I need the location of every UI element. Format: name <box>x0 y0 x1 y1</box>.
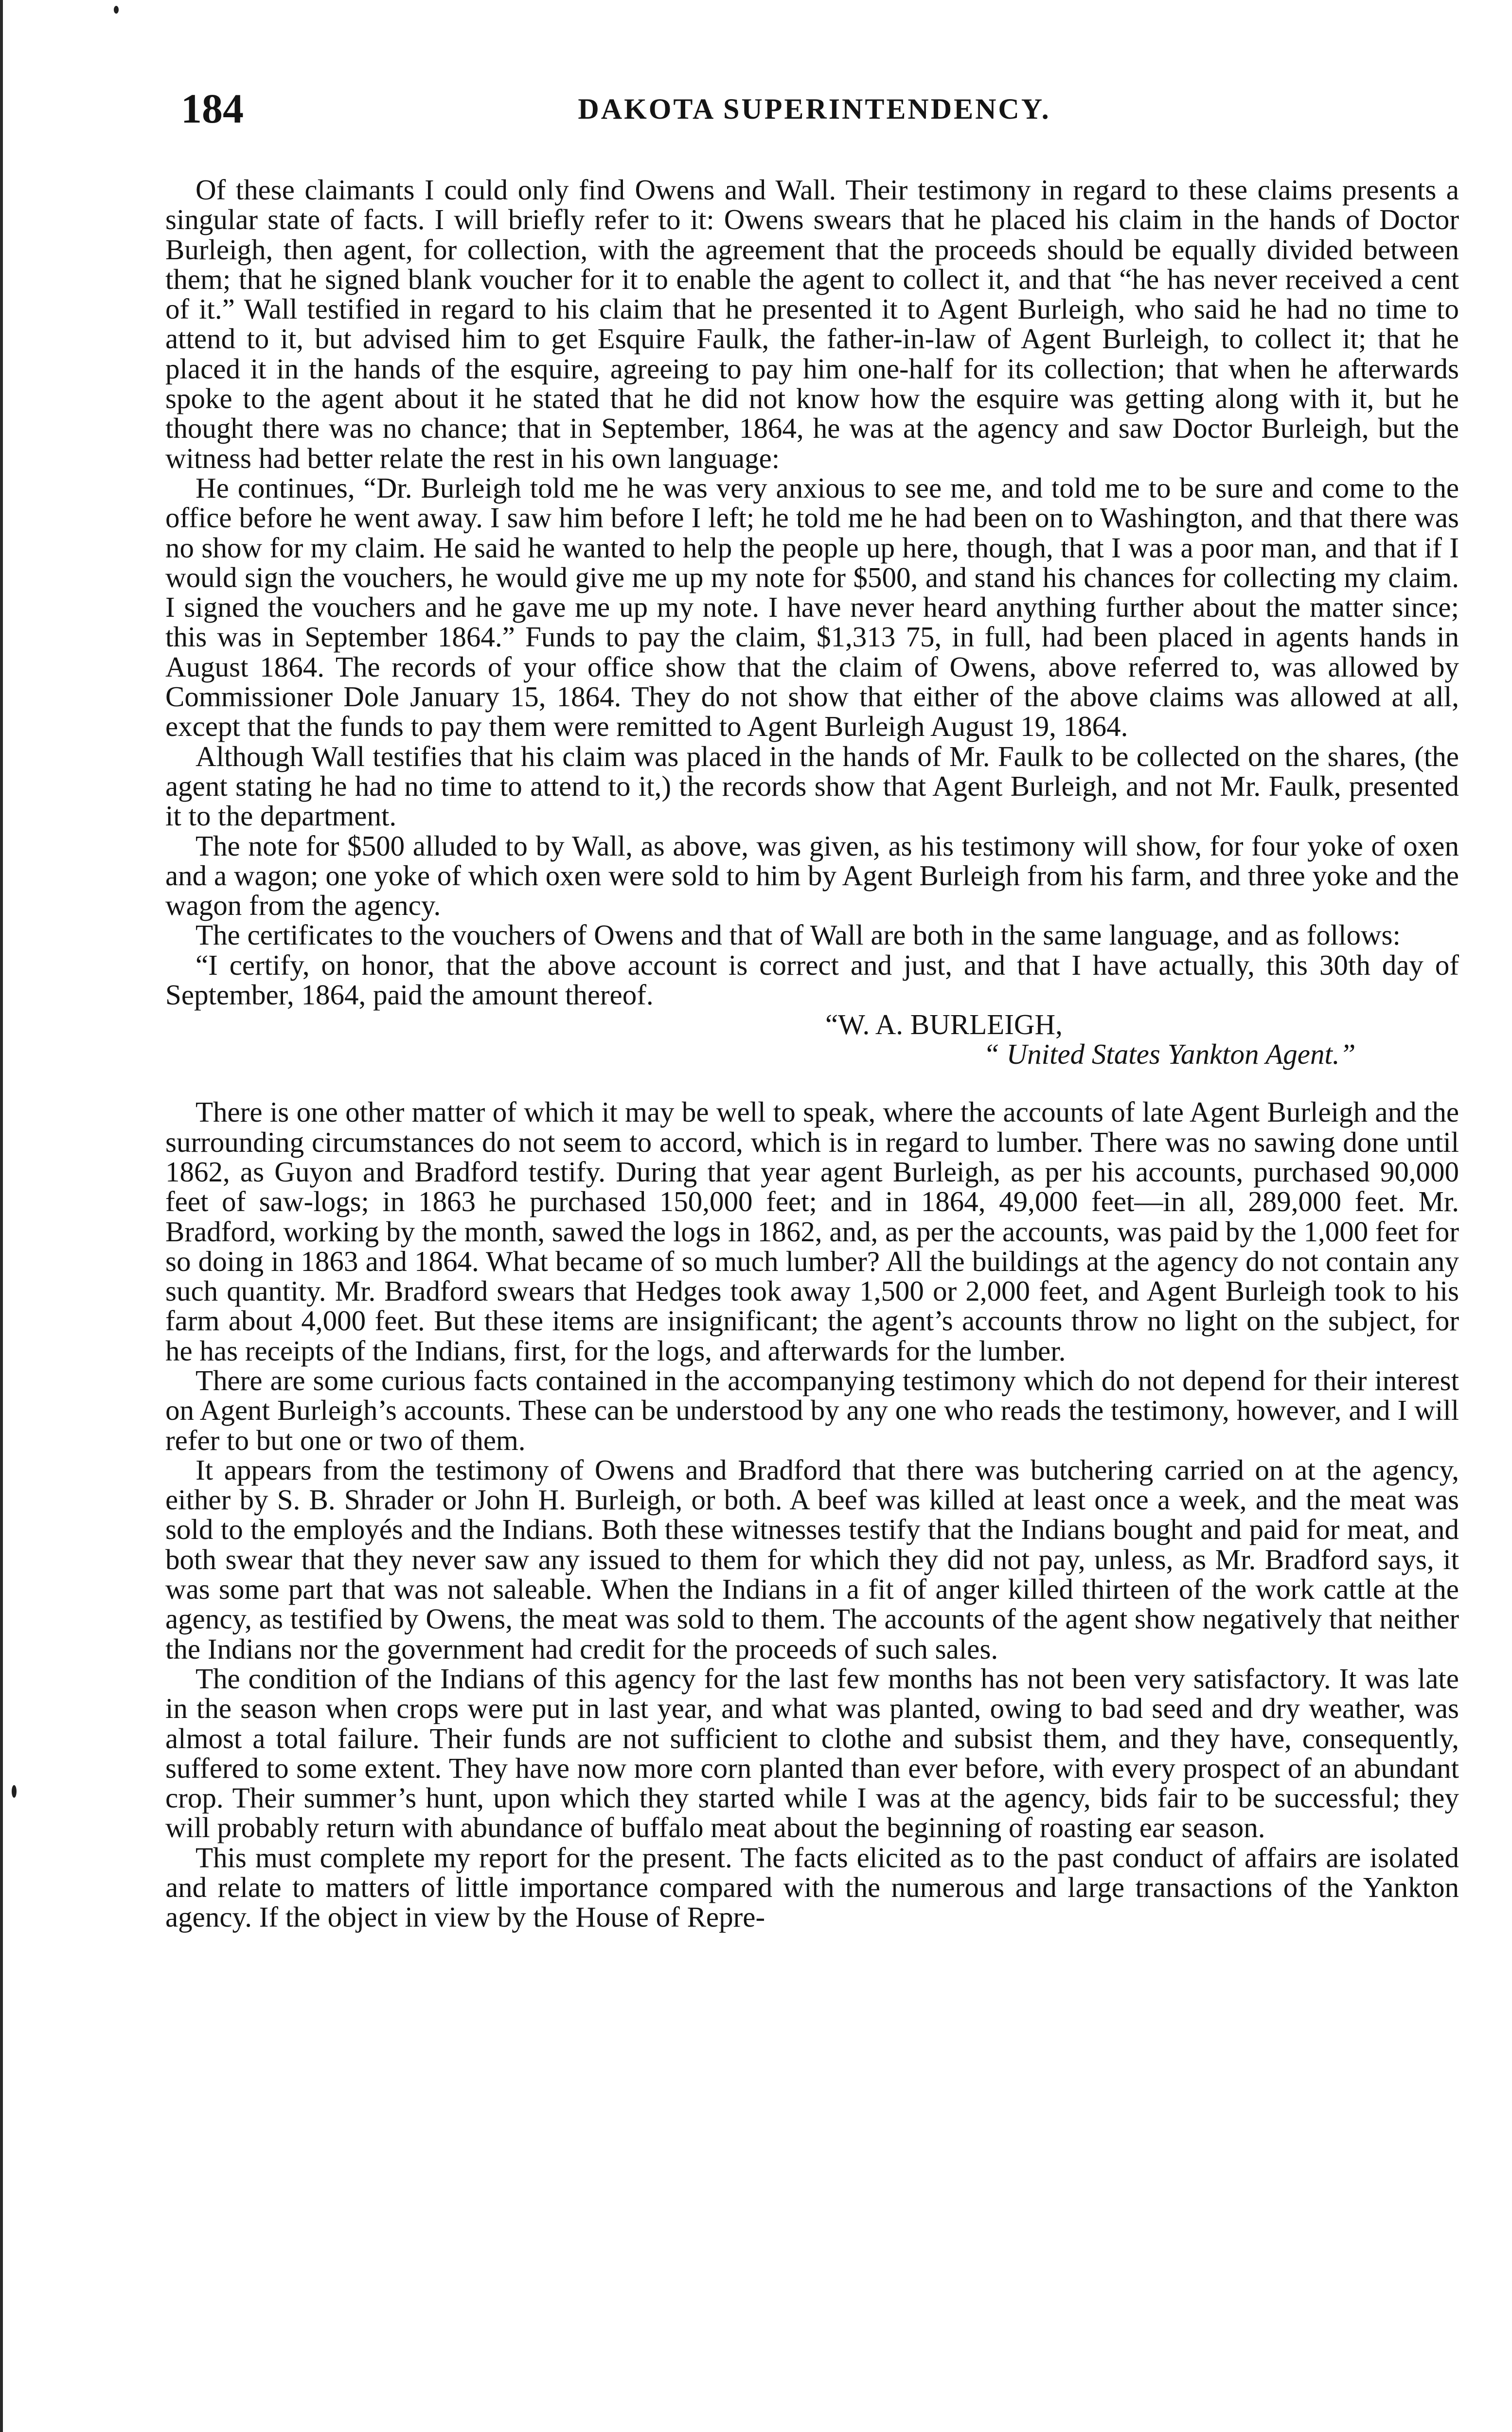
paragraph: This must complete my report for the present. The facts elicited as to the past conduct of affairs are isolated and relate to matters of little importance compared with the numerous and large transactions of the Yankton agency. If the object in view by the House of Repre- <box>165 1841 1459 1933</box>
paragraph: Of these claimants I could only find Owens and Wall. Their testimony in regard to these claims presents a singular state of facts. I will briefly refer to it: Owens swears that he placed his claim in the hands of Doctor Burleigh, then agent, for collection, with the agreement that the proceeds should be equally divided between them; that he signed blank voucher for it to enable the agent to collect it, and that “he has never received a cent of it.” Wall testified in regard to his claim that he presented it to Agent Burleigh, who said he had no time to attend to it, but advised him to get Esquire Faulk, the father-in-law of Agent Burleigh, to collect it; that he placed it in the hands of the esquire, agreeing to pay him one-half for its collection; that when he afterwards spoke to the agent about it he stated that he did not know how the esquire was getting along with it, but he thought there was no chance; that in September, 1864, he was at the agency and saw Doctor Burleigh, but the witness had better relate the rest in his own language: <box>165 174 1459 474</box>
body-text <box>165 175 1459 1932</box>
paragraph: Although Wall testifies that his claim was placed in the hands of Mr. Faulk to be collected on the shares, (the agent stating he had no time to attend to it,) the records show that Agent Burleigh, and not Mr. Faulk, presented it to the department. <box>165 740 1459 832</box>
ink-speck <box>12 1785 17 1798</box>
paragraph: The note for $500 alluded to by Wall, as above, was given, as his testimony will show, for four yoke of oxen and a wagon; one yoke of which oxen were sold to him by Agent Burleigh from his farm, and three yoke and the wagon from the agency. <box>165 829 1459 922</box>
signature-title: “ United States Yankton Agent.” <box>983 1038 1356 1071</box>
paragraph: There is one other matter of which it may be well to speak, where the accounts of late Agent Burleigh and the surrounding circumstances do not seem to accord, which is in regard to lumber. There was no sawing done until 1862, as Guyon and Bradford testify. During that year agent Burleigh, as per his accounts, purchased 90,000 feet of saw-logs; in 1863 he purchased 150,000 feet; and in 1864, 49,000 feet—in all, 289,000 feet. Mr. Bradford, working by the month, sawed the logs in 1862, and, as per the accounts, was paid by the 1,000 feet for so doing in 1863 and 1864. What became of so much lumber? All the buildings at the agency do not contain any such quantity. Mr. Bradford swears that Hedges took away 1,500 or 2,000 feet, and Agent Burleigh took to his farm about 4,000 feet. But these items are insignificant; the agent’s accounts throw no light on the subject, for he has receipts of the Indians, first, for the logs, and afterwards for the lumber. <box>165 1096 1459 1367</box>
paragraph: The certificates to the vouchers of Owens and that of Wall are both in the same language, and as follows: <box>196 919 1401 951</box>
paragraph: There are some curious facts contained in the accompanying testimony which do not depend for their interest on Agent Burleigh’s accounts. These can be understood by any one who reads the testimony, however, and I will refer to but one or two of them. <box>165 1364 1459 1456</box>
ink-speck <box>114 6 119 14</box>
page-header <box>181 85 1448 141</box>
page-number: 184 <box>181 85 244 132</box>
paragraph: It appears from the testimony of Owens and Bradford that there was butchering carried on at the agency, either by S. B. Shrader or John H. Burleigh, or both. A beef was killed at least once a week, and the meat was sold to the employés and the Indians. Both these witnesses testify that the Indians bought and paid for meat, and both swear that they never saw any issued to them for which they did not pay, unless, as Mr. Bradford says, it was some part that was not saleable. When the Indians in a fit of anger killed thirteen of the work cattle at the agency, as testified by Owens, the meat was sold to them. The accounts of the agent show negatively that neither the Indians nor the government had credit for the proceeds of such sales. <box>165 1453 1459 1665</box>
running-head: DAKOTA SUPERINTENDENCY. <box>578 93 1051 125</box>
paragraph: He continues, “Dr. Burleigh told me he was very anxious to see me, and told me to be sure and come to the office before he went away. I saw him before I left; he told me he had been on to Washington, and that there was no show for my claim. He said he wanted to help the people up here, though, that I was a poor man, and that if I would sign the vouchers, he would give me up my note for $500, and stand his chances for collecting my claim. I signed the vouchers and he gave me up my note. I have never heard anything further about the matter since; this was in September 1864.” Funds to pay the claim, $1,313 75, in full, had been placed in agents hands in August 1864. The records of your office show that the claim of Owens, above referred to, was allowed by Commissioner Dole January 15, 1864. They do not show that either of the above claims was allowed at all, except that the funds to pay them were remitted to Agent Burleigh August 19, 1864. <box>165 471 1459 743</box>
paragraph: The condition of the Indians of this agency for the last few months has not been very satisfactory. It was late in the season when crops were put in last year, and what was planted, owing to bad seed and dry weather, was almost a total failure. Their funds are not sufficient to clothe and subsist them, and they have, consequently, suffered to some extent. They have now more corn planted than ever before, with every prospect of an abundant crop. Their summer’s hunt, upon which they started while I was at the agency, bids fair to be successful; they will probably return with abundance of buffalo meat about the beginning of roasting ear season. <box>165 1662 1459 1844</box>
certificate-signature <box>165 1010 1459 1069</box>
signature-name: “W. A. BURLEIGH, <box>825 1008 1063 1041</box>
scan-left-edge <box>0 0 3 2432</box>
certificate-quote: “I certify, on honor, that the above account is correct and just, and that I have actually, this 30th day of September, 1864, paid the amount thereof. <box>165 948 1459 1011</box>
